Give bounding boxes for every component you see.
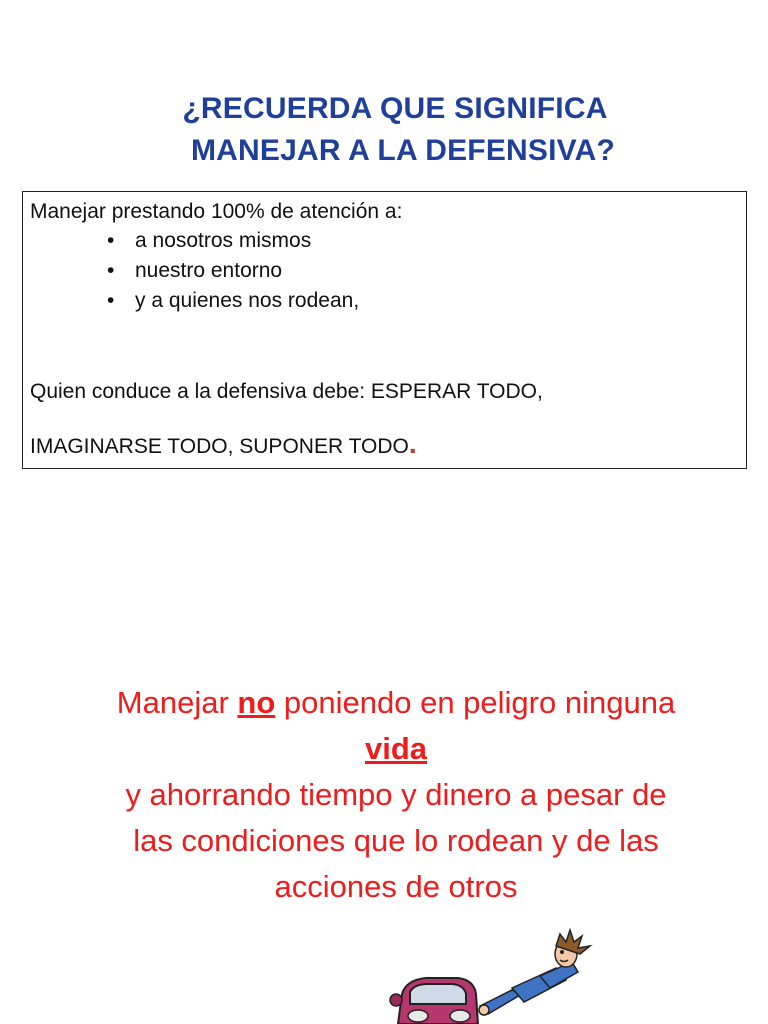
page-title (0, 88, 768, 172)
car-icon (390, 978, 478, 1024)
motto-emphasis-no: no (237, 685, 276, 720)
motto-line-2 (0, 726, 768, 772)
man-icon (479, 930, 590, 1015)
list-item-text: nuestro entorno (135, 259, 283, 282)
motto-text (0, 680, 768, 910)
conclusion-dot: . (408, 428, 417, 459)
definition-box (22, 191, 747, 469)
bullet-icon: • (107, 259, 115, 282)
motto-line-3: y ahorrando tiempo y dinero a pesar de (125, 777, 667, 812)
definition-intro: Manejar prestando 100% de atención a: (30, 200, 403, 223)
title-line-1: ¿RECUERDA QUE SIGNIFICA (182, 92, 608, 125)
conclusion-text: IMAGINARSE TODO, SUPONER TODO (30, 435, 409, 458)
bullet-icon: • (107, 289, 115, 312)
motto-text-part: Manejar (116, 685, 238, 720)
list-item-text: y a quienes nos rodean, (135, 289, 360, 312)
list-item-text: a nosotros mismos (135, 229, 312, 252)
motto-text-part: poniendo en peligro ninguna (275, 685, 676, 720)
conclusion-line-1: Quien conduce a la defensiva debe: ESPERAR TODO, (30, 380, 543, 403)
list-item (107, 226, 359, 256)
bullet-icon: • (107, 229, 115, 252)
motto-line-5: acciones de otros (274, 869, 518, 904)
conclusion-line-2 (30, 430, 417, 461)
attention-list (107, 226, 359, 316)
list-item (107, 286, 359, 316)
motto-line-4: las condiciones que lo rodean y de las (133, 823, 659, 858)
cartoon-man-pushing-car-icon (380, 928, 620, 1024)
motto-emphasis-vida: vida (364, 731, 428, 766)
motto-line-1 (0, 680, 768, 726)
list-item (107, 256, 359, 286)
title-line-2: MANEJAR A LA DEFENSIVA? (190, 134, 616, 167)
